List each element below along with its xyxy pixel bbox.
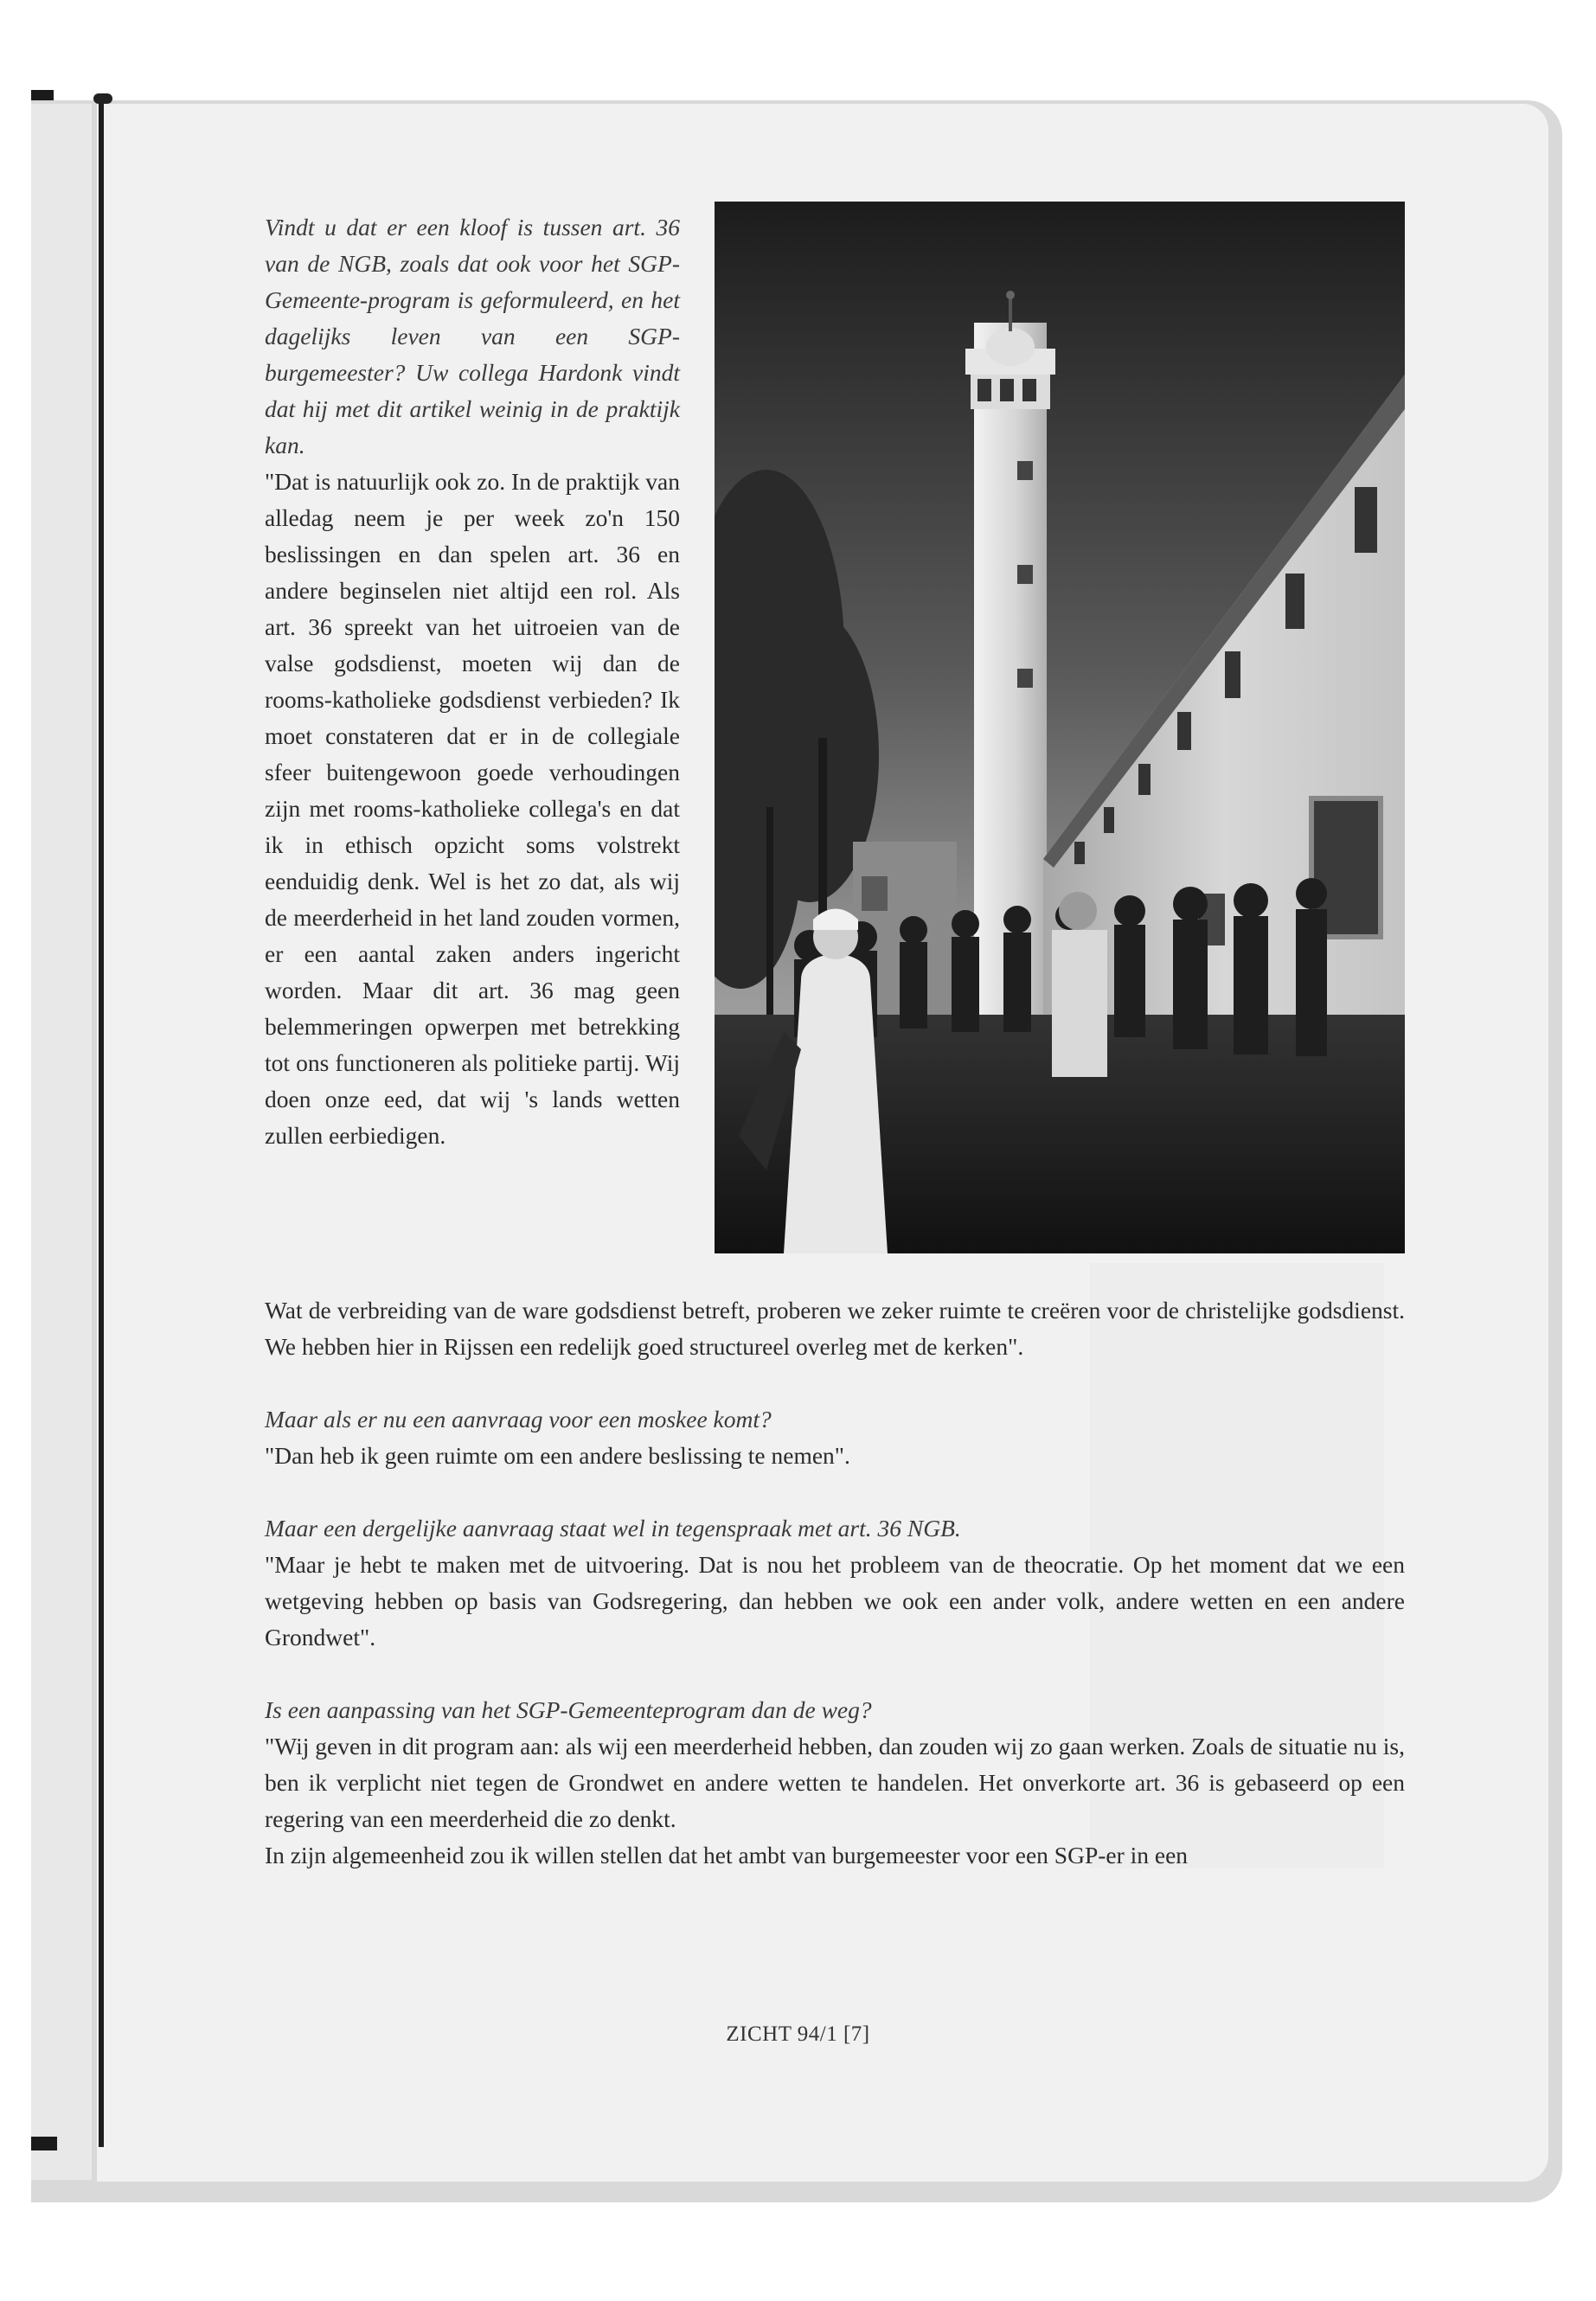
answer-2: "Dan heb ik geen ruimte om een andere beslissing te nemen". (265, 1442, 850, 1469)
paragraph-gap (265, 1474, 1405, 1510)
question-3: Maar een dergelijke aanvraag staat wel in tegenspraak met art. 36 NGB. (265, 1515, 961, 1541)
scan-mark (31, 90, 54, 100)
left-column (265, 209, 680, 1154)
full-width-text (265, 1292, 1405, 1874)
paragraph-gap (265, 1656, 1405, 1692)
binding-strip (31, 104, 92, 2180)
answer-1-wide: Wat de verbreiding van de ware godsdienst betreft, proberen we zeker ruimte te creëren voor de christelijke godsdienst. We hebben hier in Rijssen een redelijk goed structureel overleg met de kerken". (265, 1297, 1405, 1360)
answer-4: "Wij geven in dit program aan: als wij een meerderheid hebben, dan zouden wij zo gaan werken. Zoals de situatie nu is, ben ik verplicht niet tegen de Grondwet en andere wetten te handelen. Het onverkorte art. 36 is gebaseerd op een regering van een meerderheid die zo denkt. (265, 1733, 1405, 1832)
paragraph-gap (265, 1365, 1405, 1401)
answer-4-continued: In zijn algemeenheid zou ik willen stellen dat het ambt van burgemeester voor een SGP-er in een (265, 1842, 1189, 1868)
question-1: Vindt u dat er een kloof is tussen art. 36 van de NGB, zoals dat ook voor het SGP-Gemeente-program is geformuleerd, en het dagelijks leven van een SGP-burgemeester? Uw collega Hardonk vindt dat hij met dit artikel weinig in de praktijk kan. (265, 214, 680, 458)
page-footer: ZICHT 94/1 [7] (726, 2022, 870, 2046)
mosque-minaret-photo (715, 202, 1405, 1253)
answer-1-column: "Dat is natuurlijk ook zo. In de praktijk van alledag neem je per week zo'n 150 beslissingen en dan spelen art. 36 en andere beginselen niet altijd een rol. Als art. 36 spreekt van het uitroeien van de valse godsdienst, moeten wij dan de rooms-katholieke godsdienst verbieden? Ik moet constateren dat er in de collegiale sfeer buitengewoon goede verhoudingen zijn met rooms-katholieke collega's en dat ik in ethisch opzicht soms volstrekt eenduidig denk. Wel is het zo dat, als wij de meerderheid in het land zouden vormen, er een aantal zaken anders ingericht worden. Maar dit art. 36 mag geen belemmeringen opwerpen met betrekking tot ons functioneren als politieke partij. Wij doen onze eed, dat wij 's lands wetten zullen eerbiedigen. (265, 468, 680, 1149)
question-4: Is een aanpassing van het SGP-Gemeenteprogram dan de weg? (265, 1696, 872, 1723)
binding-edge (99, 97, 104, 2147)
question-2: Maar als er nu een aanvraag voor een moskee komt? (265, 1406, 772, 1433)
scan-mark (93, 93, 112, 104)
answer-3: "Maar je hebt te maken met de uitvoering. Dat is nou het probleem van de theocratie. Op het moment dat we een wetgeving hebben op basis van Godsregering, dan hebben we ook een ander volk, andere wetten en een andere Grondwet". (265, 1551, 1405, 1650)
scan-mark (31, 2137, 57, 2150)
